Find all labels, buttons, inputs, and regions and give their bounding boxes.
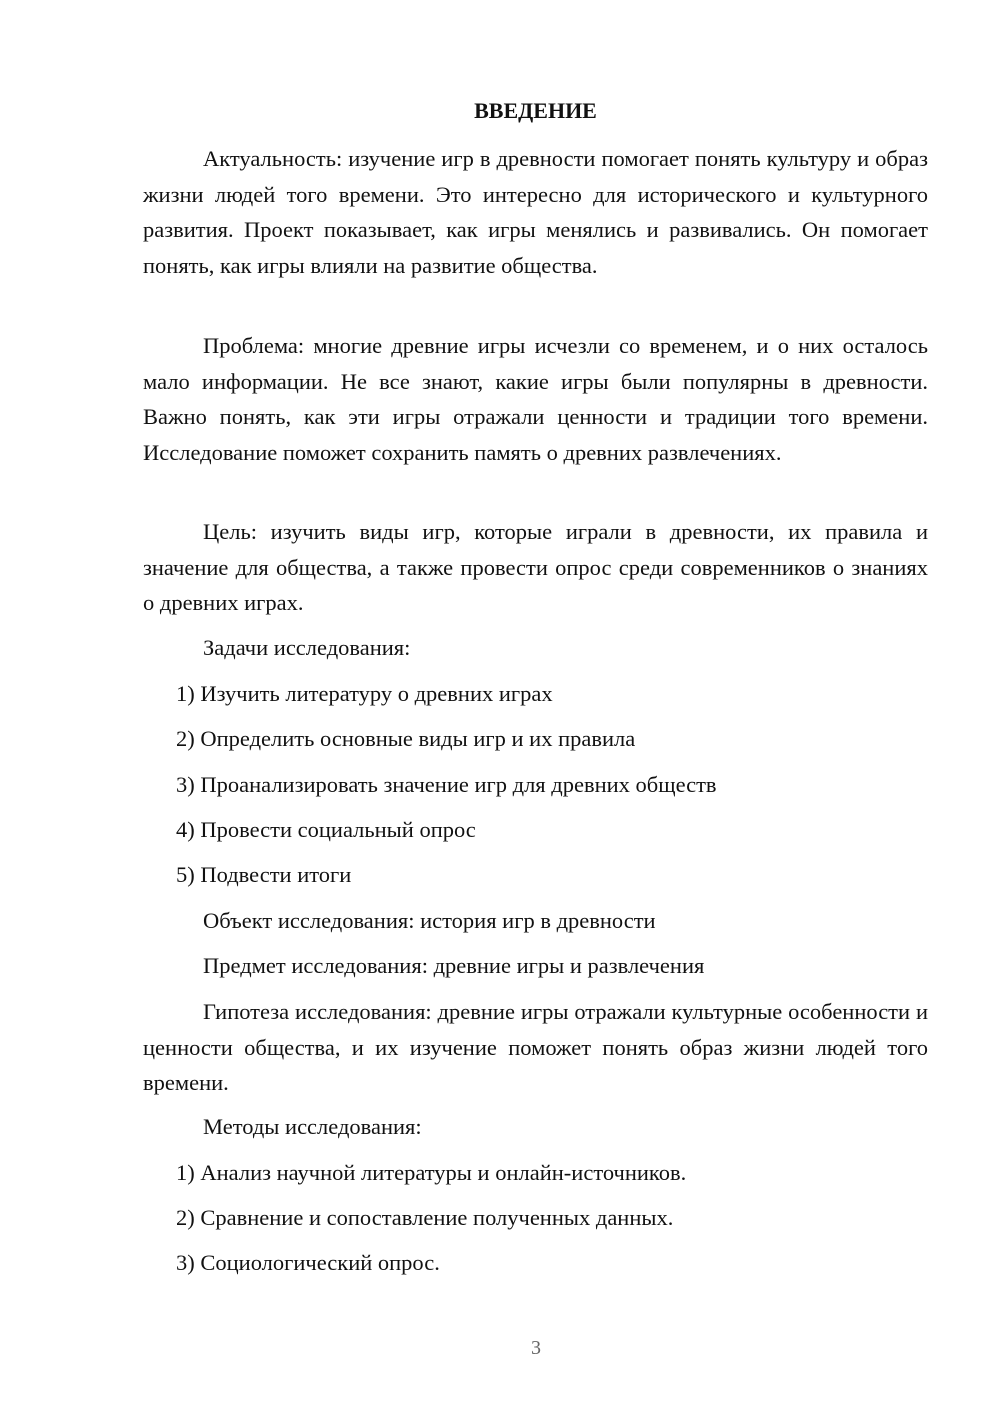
research-subject: Предмет исследования: древние игры и развлечения [203, 953, 705, 978]
methods-heading: Методы исследования: [203, 1114, 422, 1139]
page-title: ВВЕДЕНИЕ [474, 98, 597, 123]
task-item: 2) Определить основные виды игр и их правила [176, 726, 636, 751]
goal-paragraph: Цель: изучить виды игр, которые играли в древности, их правила и значение для общества, а также провести опрос среди современников о знаниях о древних играх. [143, 519, 928, 615]
research-object: Объект исследования: история игр в древности [203, 908, 656, 933]
problem-paragraph: Проблема: многие древние игры исчезли со временем, и о них осталось мало информации. Не все знают, какие игры были популярны в древности. Важно понять, как эти игры отражали ценности и традиции того времени. Исследование поможет сохранить память о древних развлечениях. [143, 333, 928, 465]
task-item: 1) Изучить литературу о древних играх [176, 681, 553, 706]
tasks-heading: Задачи исследования: [203, 635, 411, 660]
relevance-paragraph: Актуальность: изучение игр в древности помогает понять культуру и образ жизни людей того времени. Это интересно для исторического и культурного развития. Проект показывает, как игры менялись и развивались. Он помогает понять, как игры влияли на развитие общества. [143, 146, 928, 278]
page-number: 3 [531, 1337, 541, 1359]
task-item: 3) Проанализировать значение игр для древних обществ [176, 772, 717, 797]
method-item: 3) Социологический опрос. [176, 1250, 440, 1275]
task-item: 4) Провести социальный опрос [176, 817, 476, 842]
method-item: 2) Сравнение и сопоставление полученных данных. [176, 1205, 674, 1230]
method-item: 1) Анализ научной литературы и онлайн-источников. [176, 1160, 687, 1185]
hypothesis-paragraph: Гипотеза исследования: древние игры отражали культурные особенности и ценности общества, и их изучение поможет понять образ жизни людей того времени. [143, 999, 928, 1095]
task-item: 5) Подвести итоги [176, 862, 352, 887]
